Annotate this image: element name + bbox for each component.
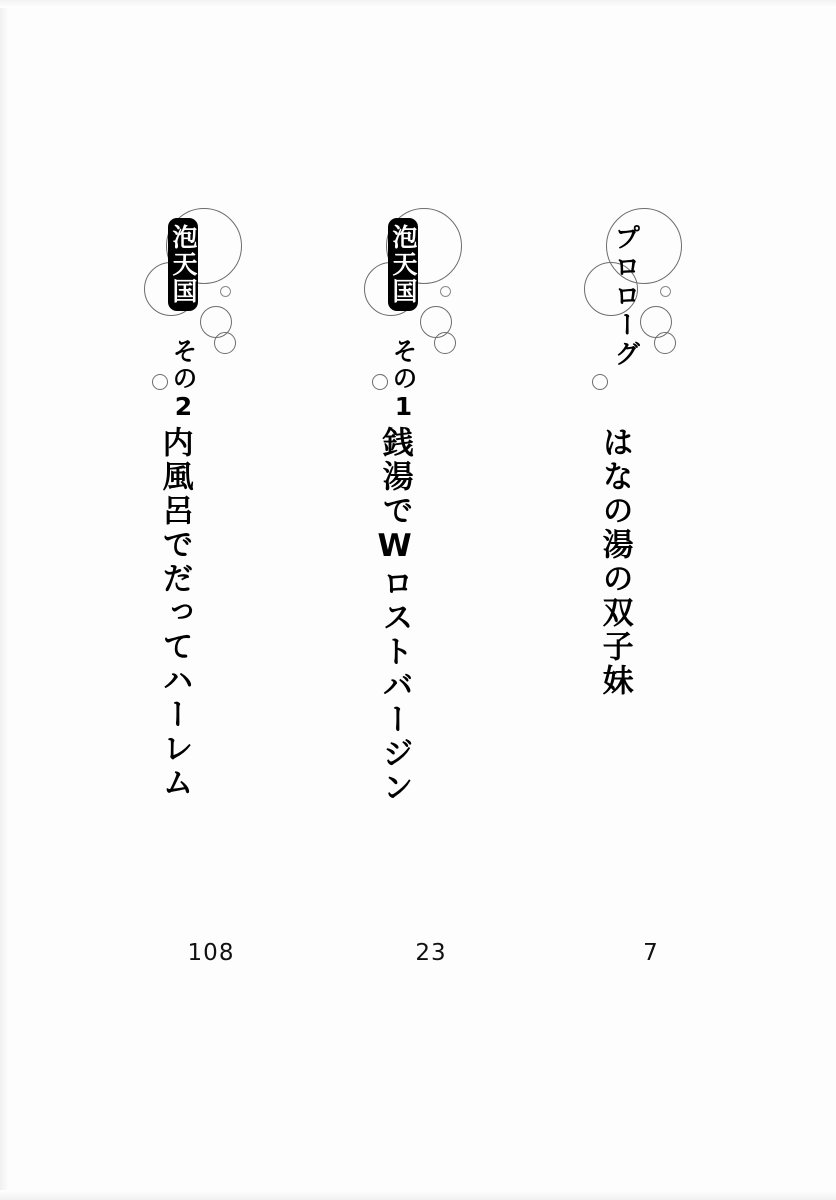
chapter-label [374, 218, 418, 423]
toc-entry-title[interactable]: 内風呂でだってハーレム [156, 426, 193, 800]
chapter-label-boxed: 泡天国 [388, 218, 418, 311]
chapter-label-plain: その1 [389, 338, 418, 423]
toc-entry[interactable] [356, 200, 506, 1020]
chapter-label-plain: その2 [169, 338, 198, 423]
toc-entry-title[interactable]: はなの湯の双子妹 [596, 426, 633, 698]
chapter-label-plain: プロローグ [610, 224, 640, 369]
toc-entry-title[interactable]: 銭湯でWロストバージン [376, 426, 413, 805]
toc-entry-page-number: 108 [187, 940, 235, 966]
chapter-label-boxed: 泡天国 [168, 218, 198, 311]
chapter-label [594, 218, 638, 369]
toc-entry-page-number: 23 [415, 940, 447, 966]
toc-entry-page-number: 7 [643, 940, 659, 966]
chapter-label [154, 218, 198, 423]
toc-entry[interactable] [576, 200, 726, 1020]
toc-entry[interactable] [136, 200, 286, 1020]
